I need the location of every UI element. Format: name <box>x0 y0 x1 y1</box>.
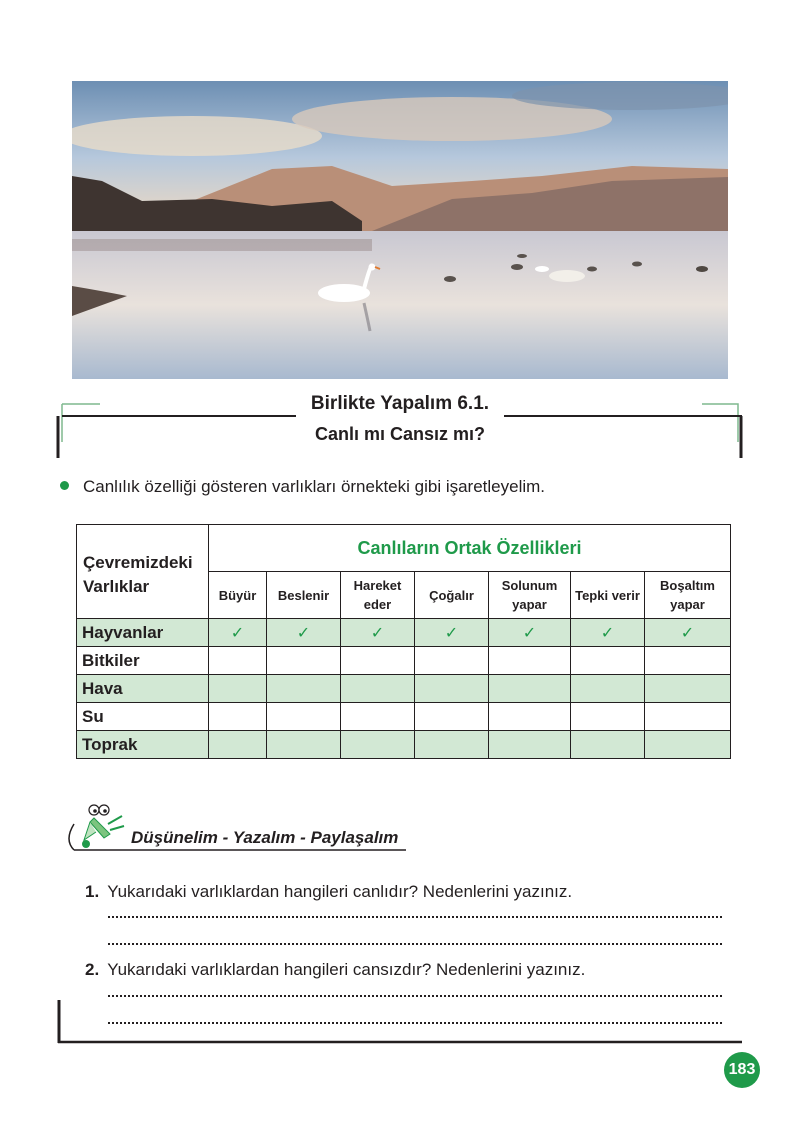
empty-cell[interactable] <box>341 675 415 703</box>
empty-cell[interactable] <box>209 647 267 675</box>
table-row <box>77 703 731 731</box>
check-mark-icon[interactable]: ✓ <box>341 619 415 647</box>
row-label: Toprak <box>77 731 209 759</box>
answer-line[interactable] <box>108 916 722 918</box>
column-header: Hareket eder <box>341 572 415 619</box>
empty-cell[interactable] <box>571 647 645 675</box>
check-mark-icon[interactable]: ✓ <box>645 619 731 647</box>
question-number: 2. <box>85 960 100 979</box>
column-header: Tepki verir <box>571 572 645 619</box>
row-label: Hayvanlar <box>77 619 209 647</box>
pencil-mascot-icon <box>82 805 124 848</box>
table-row <box>77 731 731 759</box>
empty-cell[interactable] <box>415 675 489 703</box>
empty-cell[interactable] <box>489 647 571 675</box>
check-mark-icon[interactable]: ✓ <box>209 619 267 647</box>
empty-cell[interactable] <box>415 647 489 675</box>
empty-cell[interactable] <box>645 703 731 731</box>
column-header: Büyür <box>209 572 267 619</box>
section-title: Düşünelim - Yazalım - Paylaşalım <box>131 828 399 847</box>
column-header: Solunum yapar <box>489 572 571 619</box>
empty-cell[interactable] <box>489 703 571 731</box>
column-header: Boşaltım yapar <box>645 572 731 619</box>
bullet-icon <box>60 481 69 490</box>
lake-swan-photo <box>72 81 728 379</box>
answer-line[interactable] <box>108 943 722 945</box>
bottom-frame <box>0 990 800 1050</box>
empty-cell[interactable] <box>341 731 415 759</box>
row-label: Bitkiler <box>77 647 209 675</box>
column-header: Beslenir <box>267 572 341 619</box>
empty-cell[interactable] <box>267 675 341 703</box>
empty-cell[interactable] <box>341 703 415 731</box>
empty-cell[interactable] <box>267 647 341 675</box>
instruction-text: Canlılık özelliği gösteren varlıkları örnekteki gibi işaretleyelim. <box>60 477 545 497</box>
empty-cell[interactable] <box>645 675 731 703</box>
activity-title: Birlikte Yapalım 6.1. <box>310 393 490 414</box>
empty-cell[interactable] <box>571 675 645 703</box>
empty-cell[interactable] <box>571 703 645 731</box>
check-mark-icon[interactable]: ✓ <box>571 619 645 647</box>
empty-cell[interactable] <box>415 731 489 759</box>
check-mark-icon[interactable]: ✓ <box>489 619 571 647</box>
activity-subtitle: Canlı mı Cansız mı? <box>314 424 486 444</box>
empty-cell[interactable] <box>489 675 571 703</box>
empty-cell[interactable] <box>645 731 731 759</box>
table-row <box>77 647 731 675</box>
empty-cell[interactable] <box>489 731 571 759</box>
table-row <box>77 675 731 703</box>
table-row <box>77 619 731 647</box>
row-label: Su <box>77 703 209 731</box>
column-header: Çoğalır <box>415 572 489 619</box>
empty-cell[interactable] <box>415 703 489 731</box>
empty-cell[interactable] <box>267 731 341 759</box>
question-1: 1. Yukarıdaki varlıklardan hangileri canlıdır? Nedenlerini yazınız. <box>85 882 573 901</box>
empty-cell[interactable] <box>209 731 267 759</box>
check-mark-icon[interactable]: ✓ <box>267 619 341 647</box>
page-number-badge: 183 <box>724 1052 760 1088</box>
table-main-header: Canlıların Ortak Özellikleri <box>209 525 731 572</box>
table-left-header: Çevremizdeki Varlıklar <box>77 525 209 619</box>
empty-cell[interactable] <box>267 703 341 731</box>
properties-table <box>76 524 731 759</box>
empty-cell[interactable] <box>341 647 415 675</box>
empty-cell[interactable] <box>645 647 731 675</box>
empty-cell[interactable] <box>571 731 645 759</box>
empty-cell[interactable] <box>209 675 267 703</box>
question-number: 1. <box>85 882 100 901</box>
question-2: 2. Yukarıdaki varlıklardan hangileri cansızdır? Nedenlerini yazınız. <box>85 960 586 979</box>
empty-cell[interactable] <box>209 703 267 731</box>
check-mark-icon[interactable]: ✓ <box>415 619 489 647</box>
row-label: Hava <box>77 675 209 703</box>
